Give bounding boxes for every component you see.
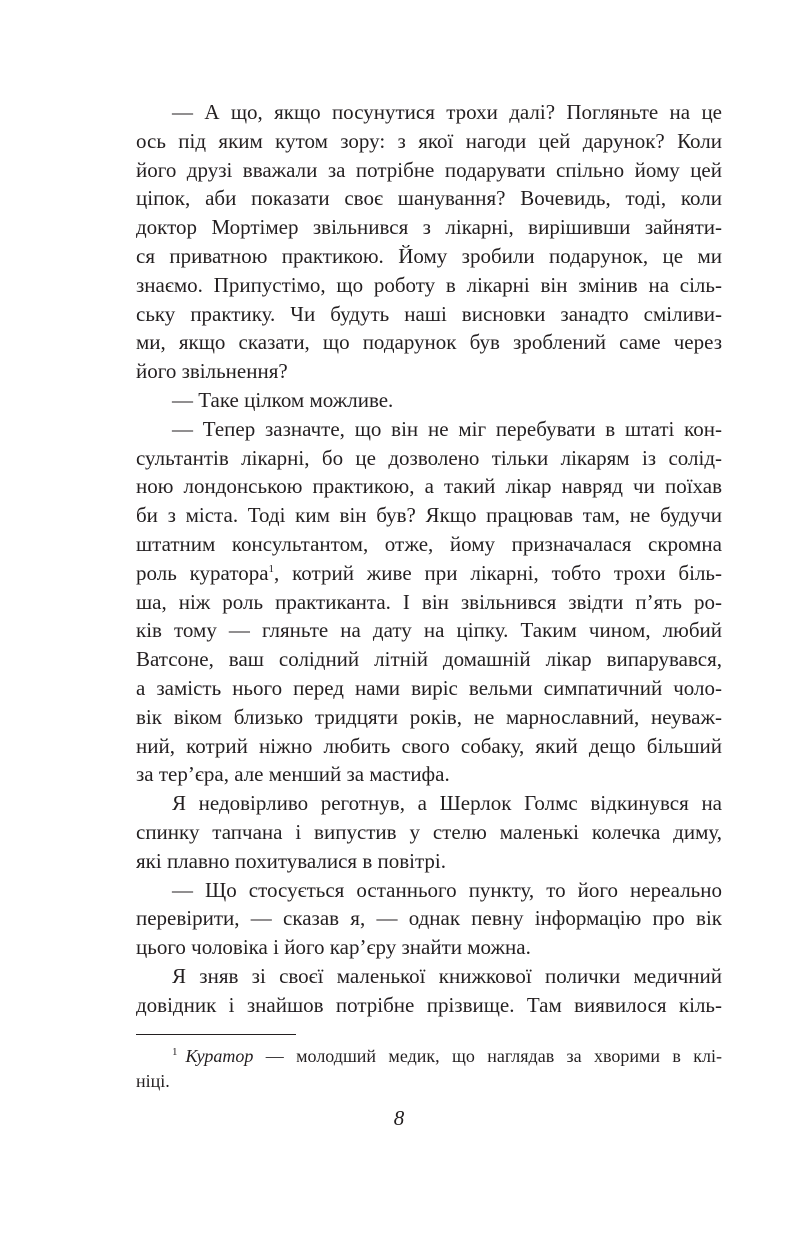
text-line: його друзі вважали за потрібне подарувати спільно йому цей [136, 157, 722, 182]
text-line: знаємо. Припустімо, що роботу в лікарні він змінив на сіль- [136, 272, 722, 297]
text-line: би з міста. Тоді ким він був? Якщо працював там, не будучи [136, 503, 722, 528]
text-line: сультантів лікарні, бо це дозволено тільки лікарям із солід- [136, 445, 722, 470]
text-line: довідник і знайшов потрібне прізвище. Там виявилося кіль- [136, 992, 722, 1017]
text-line: а замість нього перед нами виріс вельми симпатичний чоло- [136, 675, 722, 700]
text-line: Я недовірливо реготнув, а Шерлок Голмс відкинувся на [172, 791, 722, 816]
text-line: — А що, якщо посунутися трохи далі? Погляньте на це [172, 100, 722, 124]
text-line: його звільнення? [136, 359, 288, 384]
footnote-term: Куратор [185, 1046, 254, 1066]
curator-text-rest: , котрий живе при лікарні, тобто трохи біль- [274, 560, 722, 585]
text-line: за тер’єра, але менший за мастифа. [136, 762, 450, 787]
text-line: ків тому — гляньте на дату на ціпку. Таким чином, любий [136, 618, 722, 643]
text-line: перевірити, — сказав я, — однак певну інформацію про вік [136, 906, 722, 931]
text-line: ось під яким кутом зору: з якої нагоди цей дарунок? Коли [136, 128, 722, 153]
text-line: Ватсоне, ваш солідний літній домашній лікар випарувався, [136, 647, 722, 672]
text-line: ся приватною практикою. Йому зробили подарунок, це ми [136, 243, 722, 268]
curator-text: роль куратора [136, 560, 269, 585]
main-text [136, 98, 722, 1020]
text-line: ша, ніж роль практиканта. І він звільнився звідти п’ять ро- [136, 589, 722, 614]
footnote-line [136, 1044, 722, 1069]
text-line: вік віком близько тридцяти років, не марнославний, неуваж- [136, 704, 722, 729]
text-line: цього чоловіка і його кар’єру знайти можна. [136, 935, 531, 960]
text-line: спинку тапчана і випустив у стелю маленькі колечка диму, [136, 819, 722, 844]
footnote-divider [136, 1034, 296, 1035]
text-line: ціпок, аби показати своє шанування? Вочевидь, тоді, коли [136, 186, 722, 211]
text-line: ний, котрий ніжно любить свого собаку, який дещо більший [136, 733, 722, 758]
footnote-number: 1 [172, 1046, 178, 1058]
text-line: Я зняв зі своєї маленької книжкової полички медичний [172, 963, 722, 988]
text-line: штатним консультантом, отже, йому призначалася скромна [136, 531, 722, 556]
text-line: — Таке цілком можливе. [172, 387, 394, 412]
footnote-reference[interactable]: 1 [268, 562, 275, 575]
text-line: ною лондонською практикою, а такий лікар навряд чи поїхав [136, 474, 722, 499]
page-number: 8 [393, 1106, 405, 1130]
text-line: ську практику. Чи будуть наші висновки занадто сміливи- [136, 301, 722, 326]
text-line: ми, якщо сказати, що подарунок був зроблений саме через [136, 330, 722, 355]
text-line: доктор Мортімер звільнився з лікарні, вирішивши зайняти- [136, 215, 722, 240]
footnote [136, 1044, 722, 1094]
footnote-line: ніці. [136, 1071, 170, 1091]
text-line: — Тепер зазначте, що він не міг перебувати в штаті кон- [172, 416, 722, 441]
footnote-definition: — молодший медик, що наглядав за хворими в клі- [253, 1046, 722, 1066]
text-line: які плавно похитувалися в повітрі. [136, 848, 447, 873]
text-line: — Що стосується останнього пункту, то його нереально [172, 877, 722, 902]
text-line-with-footnote-ref [136, 559, 722, 588]
